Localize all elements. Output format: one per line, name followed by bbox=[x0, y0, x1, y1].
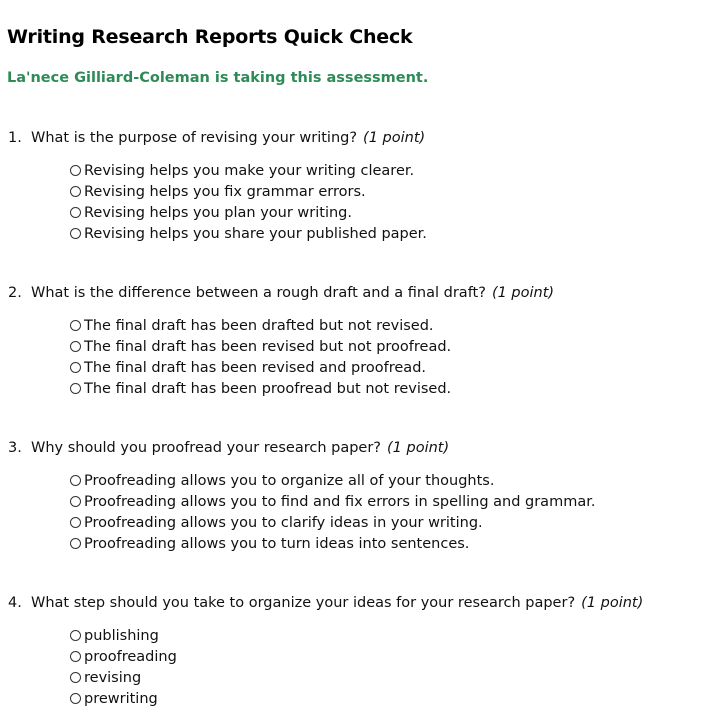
question-4-options bbox=[70, 625, 177, 709]
question-1 bbox=[8, 130, 425, 146]
question-2 bbox=[8, 285, 554, 301]
radio-button[interactable] bbox=[70, 165, 81, 176]
answer-option[interactable] bbox=[70, 470, 595, 491]
question-3 bbox=[8, 440, 449, 456]
question-3-options bbox=[70, 470, 595, 554]
radio-button[interactable] bbox=[70, 475, 81, 486]
answer-option[interactable] bbox=[70, 688, 177, 709]
option-label[interactable]: revising bbox=[84, 669, 142, 686]
radio-button[interactable] bbox=[70, 651, 81, 662]
option-label[interactable]: The final draft has been revised but not proofread. bbox=[84, 338, 452, 355]
option-label[interactable]: The final draft has been proofread but not revised. bbox=[84, 380, 452, 397]
answer-option[interactable] bbox=[70, 202, 427, 223]
option-label[interactable]: Proofreading allows you to clarify ideas in your writing. bbox=[84, 514, 483, 531]
radio-button[interactable] bbox=[70, 186, 81, 197]
question-number: 4. bbox=[8, 595, 22, 611]
option-label[interactable]: proofreading bbox=[84, 648, 177, 665]
answer-option[interactable] bbox=[70, 512, 595, 533]
assessment-title: Writing Research Reports Quick Check bbox=[7, 26, 413, 48]
option-label[interactable]: publishing bbox=[84, 627, 159, 644]
question-points: (1 point) bbox=[581, 595, 644, 611]
question-number: 1. bbox=[8, 130, 22, 146]
question-text: What is the difference between a rough draft and a final draft? bbox=[31, 285, 486, 301]
answer-option[interactable] bbox=[70, 533, 595, 554]
answer-option[interactable] bbox=[70, 357, 451, 378]
question-points: (1 point) bbox=[491, 285, 555, 301]
radio-button[interactable] bbox=[70, 693, 81, 704]
answer-option[interactable] bbox=[70, 378, 451, 399]
radio-button[interactable] bbox=[70, 672, 81, 683]
answer-option[interactable] bbox=[70, 223, 427, 244]
option-label[interactable]: Proofreading allows you to organize all of your thoughts. bbox=[84, 472, 495, 489]
radio-button[interactable] bbox=[70, 207, 81, 218]
question-text: What step should you take to organize your ideas for your research paper? bbox=[31, 595, 576, 611]
answer-option[interactable] bbox=[70, 667, 177, 688]
question-text: Why should you proofread your research paper? bbox=[31, 440, 381, 456]
option-label[interactable]: The final draft has been drafted but not revised. bbox=[84, 317, 434, 334]
radio-button[interactable] bbox=[70, 228, 81, 239]
answer-option[interactable] bbox=[70, 646, 177, 667]
radio-button[interactable] bbox=[70, 630, 81, 641]
answer-option[interactable] bbox=[70, 625, 177, 646]
radio-button[interactable] bbox=[70, 320, 81, 331]
option-label[interactable]: Proofreading allows you to turn ideas into sentences. bbox=[84, 535, 470, 552]
taker-notice: La'nece Gilliard-Coleman is taking this assessment. bbox=[7, 70, 429, 86]
radio-button[interactable] bbox=[70, 517, 81, 528]
option-label[interactable]: Revising helps you make your writing clearer. bbox=[84, 162, 415, 179]
radio-button[interactable] bbox=[70, 341, 81, 352]
answer-option[interactable] bbox=[70, 491, 595, 512]
option-label[interactable]: prewriting bbox=[84, 690, 158, 707]
answer-option[interactable] bbox=[70, 160, 427, 181]
question-number: 2. bbox=[8, 285, 22, 301]
question-points: (1 point) bbox=[363, 130, 426, 146]
option-label[interactable]: The final draft has been revised and proofread. bbox=[84, 359, 427, 376]
option-label[interactable]: Revising helps you share your published paper. bbox=[84, 225, 427, 242]
question-text: What is the purpose of revising your writing? bbox=[31, 130, 358, 146]
radio-button[interactable] bbox=[70, 383, 81, 394]
answer-option[interactable] bbox=[70, 315, 451, 336]
question-2-options bbox=[70, 315, 451, 399]
question-1-options bbox=[70, 160, 427, 244]
answer-option[interactable] bbox=[70, 336, 451, 357]
answer-option[interactable] bbox=[70, 181, 427, 202]
question-number: 3. bbox=[8, 440, 22, 456]
option-label[interactable]: Revising helps you plan your writing. bbox=[84, 204, 352, 221]
option-label[interactable]: Revising helps you fix grammar errors. bbox=[84, 183, 366, 200]
radio-button[interactable] bbox=[70, 362, 81, 373]
radio-button[interactable] bbox=[70, 496, 81, 507]
option-label[interactable]: Proofreading allows you to find and fix errors in spelling and grammar. bbox=[84, 493, 596, 510]
radio-button[interactable] bbox=[70, 538, 81, 549]
question-4 bbox=[8, 595, 643, 611]
question-points: (1 point) bbox=[387, 440, 450, 456]
